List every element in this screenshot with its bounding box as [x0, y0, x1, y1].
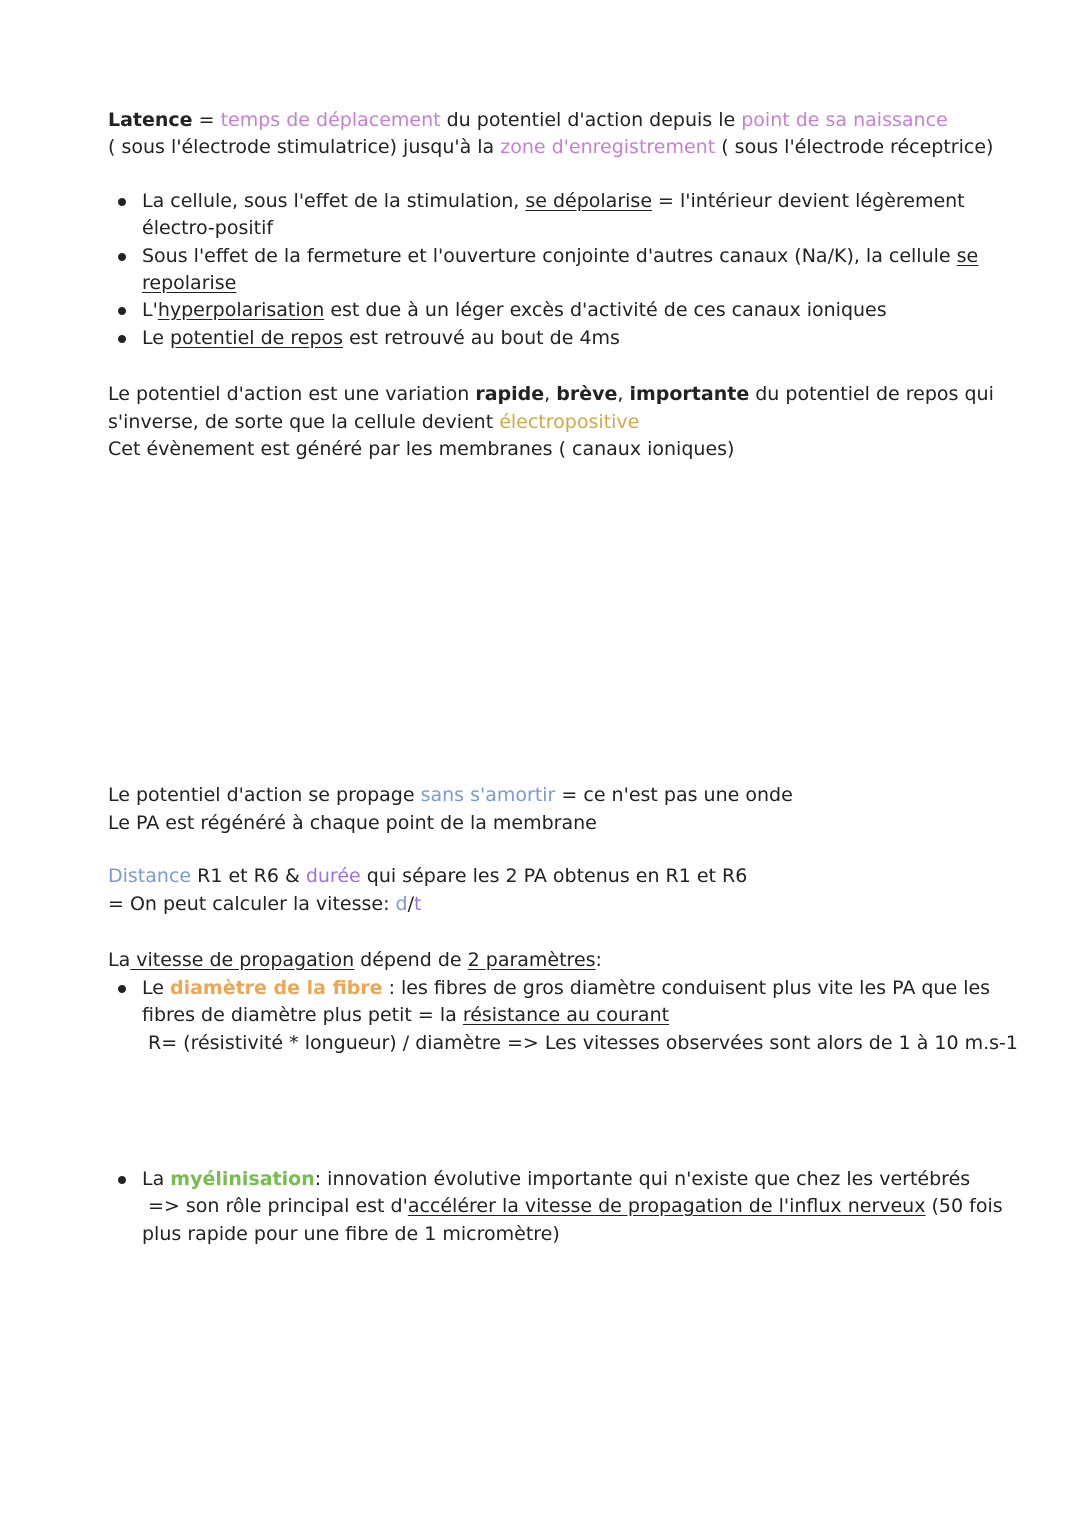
term-potentiel-de-repos: potentiel de repos	[169, 327, 344, 349]
latence-highlight-point: point de sa naissance	[741, 109, 948, 131]
pa-line-1: Le potentiel d'action est une variation rapide, brève, importante du potentiel de repos qui	[108, 383, 994, 405]
myelin-line-3: plus rapide pour une fibre de 1 micromètre)	[142, 1223, 560, 1245]
latence-line-1: Latence = temps de déplacement du potentiel d'action depuis le point de sa naissance	[108, 109, 948, 131]
term-repolarise: repolarise	[142, 272, 237, 294]
vitesse-line-1: Distance R1 et R6 & durée qui sépare les 2 PA obtenus en R1 et R6	[108, 865, 748, 887]
bullet-icon	[118, 253, 126, 261]
myelin-line-1: La myélinisation: innovation évolutive importante qui n'existe que chez les vertébrés	[142, 1168, 971, 1190]
diametre-line-1: Le diamètre de la fibre : les fibres de gros diamètre conduisent plus vite les PA que les	[142, 977, 991, 999]
bullet-repolarise-line-2	[142, 270, 1022, 297]
vitesse-line-2: = On peut calculer la vitesse: d/t	[108, 893, 422, 915]
myelin-line-2: => son rôle principal est d'accélérer la vitesse de propagation de l'influx nerveux (50 fois	[148, 1195, 1003, 1217]
bullet-depolarise-line-2: électro-positif	[142, 217, 274, 239]
term-diametre-de-la-fibre: diamètre de la fibre	[169, 977, 383, 999]
term-se: se	[956, 245, 979, 267]
term-t: t	[413, 893, 422, 915]
term-breve: brève	[556, 383, 618, 405]
term-2-parametres: 2 paramètres	[467, 949, 596, 971]
diametre-line-2: fibres de diamètre plus petit = la résistance au courant	[142, 1004, 670, 1026]
latence-highlight-zone: zone d'enregistrement	[500, 136, 716, 158]
term-resistance-au-courant: résistance au courant	[462, 1004, 670, 1026]
term-rapide: rapide	[475, 383, 545, 405]
term-accelerer-vitesse: accélérer la vitesse de propagation de l'influx nerveux	[407, 1195, 926, 1217]
bullet-icon	[118, 335, 126, 343]
bullet-repolarise-line-1: Sous l'effet de la fermeture et l'ouverture conjointe d'autres canaux (Na/K), la cellule se	[142, 245, 979, 267]
term-hyperpolarisation: hyperpolarisation	[157, 299, 325, 321]
bullet-potentiel-repos: Le potentiel de repos est retrouvé au bout de 4ms	[142, 327, 620, 349]
term-vitesse-de-propagation: vitesse de propagation	[130, 949, 355, 971]
term-myelinisation: myélinisation	[170, 1168, 315, 1190]
bullet-icon	[118, 1176, 126, 1184]
term-electropositive: électropositive	[499, 411, 640, 433]
term-duree: durée	[305, 865, 361, 887]
term-distance: Distance	[108, 865, 192, 887]
bullet-icon	[118, 198, 126, 206]
bullet-icon	[118, 307, 126, 315]
latence-line-2: ( sous l'électrode stimulatrice) jusqu'à la zone d'enregistrement ( sous l'électrode réceptrice)	[108, 136, 994, 158]
latence-term: Latence	[108, 109, 193, 131]
bullet-hyperpolarisation: L'hyperpolarisation est due à un léger excès d'activité de ces canaux ioniques	[142, 299, 887, 321]
pa-line-3: Cet évènement est généré par les membranes ( canaux ioniques)	[108, 438, 735, 460]
bullet-icon	[118, 985, 126, 993]
term-se-depolarise: se dépolarise	[525, 190, 653, 212]
term-importante: importante	[629, 383, 750, 405]
parametres-heading: La vitesse de propagation dépend de 2 paramètres:	[108, 949, 602, 971]
propagation-line-2: Le PA est régénéré à chaque point de la membrane	[108, 812, 597, 834]
bullet-depolarise-line-1: La cellule, sous l'effet de la stimulation, se dépolarise = l'intérieur devient légèrement	[142, 190, 965, 212]
term-d: d	[395, 893, 408, 915]
pa-line-2: s'inverse, de sorte que la cellule devient électropositive	[108, 411, 640, 433]
latence-highlight-temps: temps de déplacement	[220, 109, 441, 131]
propagation-line-1: Le potentiel d'action se propage sans s'amortir = ce n'est pas une onde	[108, 784, 793, 806]
diametre-line-3-formula: R= (résistivité * longueur) / diamètre => Les vitesses observées sont alors de 1 à 10 m.s-1	[148, 1032, 1018, 1054]
term-sans-s-amortir: sans s'amortir	[420, 784, 556, 806]
